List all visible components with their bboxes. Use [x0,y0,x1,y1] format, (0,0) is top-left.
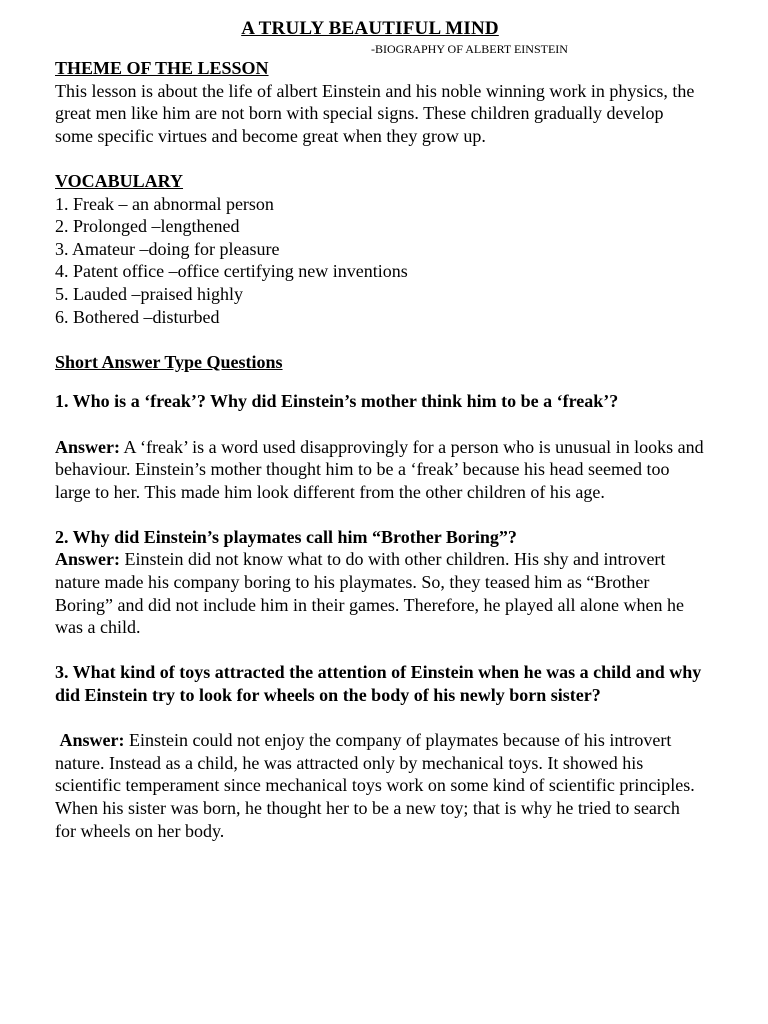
vocabulary-item: 6. Bothered –disturbed [55,306,220,327]
answer-text: Einstein could not enjoy the company of playmates because of his introvert nature. Instead as a child, he was attracted only by mechanical toys. It showed his scientific temperament since mechanical toys work on some kind of scientific principles. When his sister was born, he thought her to be a new toy; that is why he tried to search for wheels on her body. [55,730,695,841]
document-title: A TRULY BEAUTIFUL MIND [241,18,499,39]
short-answer-heading: Short Answer Type Questions [55,351,283,372]
theme-heading: THEME OF THE LESSON [55,58,269,78]
vocabulary-item: 1. Freak – an abnormal person [55,193,274,214]
answer-3 [55,729,705,842]
theme-text: This lesson is about the life of albert Einstein and his noble winning work in physics, the great men like him are not born with special signs. These children gradually develop some specific virtues and become great when they grow up. [55,80,695,146]
document-subtitle: -BIOGRAPHY OF ALBERT EINSTEIN [371,42,568,56]
vocabulary-item: 4. Patent office –office certifying new inventions [55,261,408,282]
question-2: 2. Why did Einstein’s playmates call him “Brother Boring”? [55,526,517,547]
vocabulary-item: 3. Amateur –doing for pleasure [55,238,280,259]
question-3: 3. What kind of toys attracted the attention of Einstein when he was a child and why did Einstein try to look for wheels on the body of his newly born sister? [55,662,702,706]
answer-text: Einstein did not know what to do with other children. His shy and introvert nature made his company boring to his playmates. So, they teased him as “Brother Boring” and did not include him in their games. Therefore, he played all alone when he was a child. [55,549,684,638]
vocabulary-list [55,193,705,329]
answer-1 [55,436,705,504]
vocabulary-heading: VOCABULARY [55,170,184,191]
answer-text: A ‘freak’ is a word used disapprovingly for a person who is unusual in looks and behaviour. Einstein’s mother thought him to be a ‘freak’ because his head seemed too large to her. This made him look different from the other children of his age. [55,436,704,502]
vocabulary-item: 2. Prolonged –lengthened [55,216,240,237]
answer-label: Answer: [55,549,120,570]
answer-label: Answer: [59,730,125,751]
document-body [55,57,705,842]
answer-label: Answer: [55,436,120,457]
question-1: 1. Who is a ‘freak’? Why did Einstein’s mother think him to be a ‘freak’? [55,391,619,412]
vocabulary-item: 5. Lauded –praised highly [55,283,243,304]
answer-2 [55,548,705,638]
